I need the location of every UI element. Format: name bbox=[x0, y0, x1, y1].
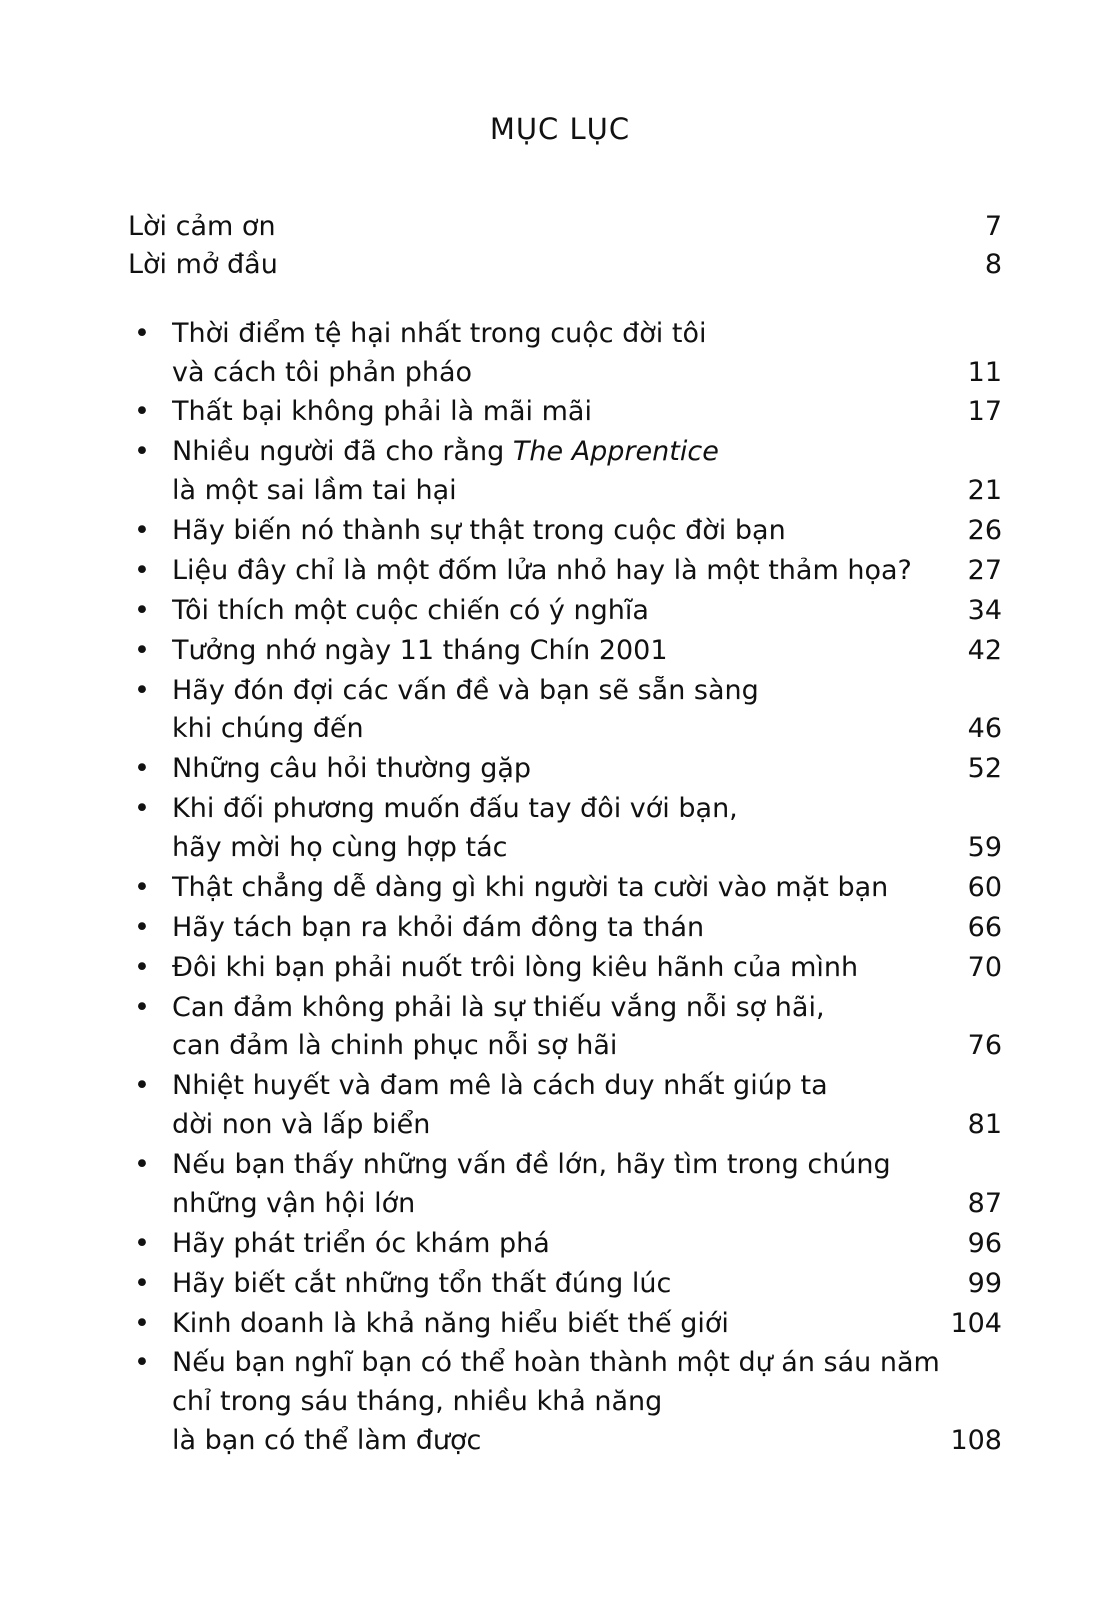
bullet-icon: • bbox=[134, 1070, 150, 1102]
toc-entry-text bbox=[172, 393, 1002, 432]
page-title: MỤC LỤC bbox=[489, 112, 631, 146]
front-matter-label: Lời mở đầu bbox=[128, 249, 278, 281]
toc-entry[interactable] bbox=[128, 1305, 1002, 1344]
toc-entry[interactable] bbox=[128, 632, 1002, 671]
toc-entry-line bbox=[172, 592, 1002, 631]
list-item[interactable] bbox=[128, 208, 1002, 246]
bullet-icon: • bbox=[134, 1307, 150, 1339]
toc-entry-line bbox=[172, 1067, 1002, 1106]
toc-body bbox=[0, 208, 1120, 1461]
toc-entry[interactable] bbox=[128, 433, 1002, 511]
toc-entry[interactable] bbox=[128, 512, 1002, 551]
toc-entry[interactable] bbox=[128, 315, 1002, 393]
toc-entry[interactable] bbox=[128, 989, 1002, 1067]
toc-entry-text bbox=[172, 552, 1002, 591]
page-number: 11 bbox=[967, 356, 1002, 388]
bullet-icon: • bbox=[134, 793, 150, 825]
toc-entry-text bbox=[172, 1344, 1002, 1461]
toc-entry-line bbox=[172, 672, 1002, 711]
front-matter-label: Lời cảm ơn bbox=[128, 211, 276, 242]
toc-entry-line bbox=[172, 1185, 1002, 1224]
page-number: 96 bbox=[967, 1227, 1002, 1259]
toc-entry-line bbox=[172, 393, 1002, 432]
toc-entry-line-text: chỉ trong sáu tháng, nhiều khả năng bbox=[172, 1386, 663, 1418]
toc-entry-text bbox=[172, 632, 1002, 671]
italic-title: The Apprentice bbox=[512, 436, 719, 468]
toc-entry-line-text: Thật chẳng dễ dàng gì khi người ta cười vào mặt bạn bbox=[172, 871, 889, 903]
page-number: 59 bbox=[967, 832, 1002, 864]
toc-entry-line bbox=[172, 315, 1002, 354]
toc-entry[interactable] bbox=[128, 909, 1002, 948]
bullet-icon: • bbox=[134, 1227, 150, 1259]
bullet-icon: • bbox=[134, 396, 150, 428]
page-number: 108 bbox=[950, 1425, 1002, 1457]
bullet-icon: • bbox=[134, 594, 150, 626]
toc-entry-text bbox=[172, 1305, 1002, 1344]
toc-entry-line bbox=[172, 909, 1002, 948]
toc-entry-line bbox=[172, 1422, 1002, 1461]
toc-entry-line bbox=[172, 354, 1002, 393]
toc-page bbox=[0, 112, 1120, 1612]
front-matter-list bbox=[128, 208, 1002, 285]
toc-entry[interactable] bbox=[128, 949, 1002, 988]
toc-entry[interactable] bbox=[128, 393, 1002, 432]
page-number: 27 bbox=[967, 554, 1002, 586]
toc-entry-text bbox=[172, 989, 1002, 1067]
bullet-icon: • bbox=[134, 951, 150, 983]
toc-entry-line-text: Hãy biến nó thành sự thật trong cuộc đời bạn bbox=[172, 515, 786, 547]
page-number: 66 bbox=[967, 911, 1002, 943]
toc-entry-text bbox=[172, 750, 1002, 789]
toc-entry-line-text: Nếu bạn thấy những vấn đề lớn, hãy tìm trong chúng bbox=[172, 1149, 891, 1181]
toc-entry-line-text: dời non và lấp biển bbox=[172, 1109, 431, 1141]
toc-entry-text bbox=[172, 869, 1002, 908]
toc-entry-line bbox=[172, 750, 1002, 789]
toc-entry-line-text: Tôi thích một cuộc chiến có ý nghĩa bbox=[172, 594, 649, 626]
toc-entry-line-text: Thất bại không phải là mãi mãi bbox=[172, 396, 592, 428]
page-number: 81 bbox=[967, 1109, 1002, 1141]
toc-entry-line bbox=[172, 1225, 1002, 1264]
page-number: 17 bbox=[967, 396, 1002, 428]
toc-entry-line bbox=[172, 1344, 1002, 1383]
toc-entry-text bbox=[172, 592, 1002, 631]
toc-entry-line bbox=[172, 790, 1002, 829]
bullet-icon: • bbox=[134, 674, 150, 706]
bullet-icon: • bbox=[134, 1149, 150, 1181]
toc-entry-line-text: Hãy tách bạn ra khỏi đám đông ta thán bbox=[172, 911, 705, 943]
toc-entry[interactable] bbox=[128, 1265, 1002, 1304]
toc-entry-line-text: Hãy biết cắt những tổn thất đúng lúc bbox=[172, 1267, 672, 1299]
toc-entry-line-text: là bạn có thể làm được bbox=[172, 1425, 482, 1457]
page-number: 104 bbox=[950, 1307, 1002, 1339]
toc-entry-line-text: Tưởng nhớ ngày 11 tháng Chín 2001 bbox=[172, 634, 668, 666]
page-number: 52 bbox=[967, 753, 1002, 785]
toc-entry-line bbox=[172, 552, 1002, 591]
toc-entry-line-text: khi chúng đến bbox=[172, 713, 364, 745]
toc-entry-line-text: Can đảm không phải là sự thiếu vắng nỗi sợ hãi, bbox=[172, 991, 825, 1023]
toc-entry-list bbox=[128, 315, 1002, 1461]
toc-entry-text bbox=[172, 790, 1002, 868]
toc-entry[interactable] bbox=[128, 869, 1002, 908]
toc-entry-text bbox=[172, 1225, 1002, 1264]
toc-entry-text bbox=[172, 1265, 1002, 1304]
bullet-icon: • bbox=[134, 871, 150, 903]
page-number: 60 bbox=[967, 871, 1002, 903]
toc-entry-line-text: Nhiều người đã cho rằng The Apprentice bbox=[172, 436, 719, 468]
bullet-icon: • bbox=[134, 436, 150, 468]
page-number: 76 bbox=[967, 1030, 1002, 1062]
bullet-icon: • bbox=[134, 911, 150, 943]
toc-entry-line bbox=[172, 949, 1002, 988]
toc-entry-line-text: Kinh doanh là khả năng hiểu biết thế giới bbox=[172, 1307, 729, 1339]
toc-entry-line bbox=[172, 710, 1002, 749]
toc-entry-line bbox=[172, 512, 1002, 551]
toc-entry-line-text: Hãy đón đợi các vấn đề và bạn sẽ sẵn sàng bbox=[172, 674, 759, 706]
toc-entry-line-text: Những câu hỏi thường gặp bbox=[172, 753, 532, 785]
toc-entry-line-text: Nhiệt huyết và đam mê là cách duy nhất giúp ta bbox=[172, 1070, 828, 1102]
toc-entry[interactable] bbox=[128, 592, 1002, 631]
toc-entry-text bbox=[172, 1067, 1002, 1145]
page-number: 87 bbox=[967, 1187, 1002, 1219]
toc-entry-line-text: Đôi khi bạn phải nuốt trôi lòng kiêu hãnh của mình bbox=[172, 951, 859, 983]
toc-entry-line bbox=[172, 1027, 1002, 1066]
toc-entry-line-text: Nếu bạn nghĩ bạn có thể hoàn thành một dự án sáu năm bbox=[172, 1347, 940, 1379]
toc-entry-text bbox=[172, 909, 1002, 948]
bullet-icon: • bbox=[134, 317, 150, 349]
toc-entry-line bbox=[172, 632, 1002, 671]
page-number: 7 bbox=[984, 211, 1002, 242]
toc-entry-line bbox=[172, 1305, 1002, 1344]
toc-entry-line bbox=[172, 989, 1002, 1028]
page-number: 34 bbox=[967, 594, 1002, 626]
toc-entry[interactable] bbox=[128, 1067, 1002, 1145]
bullet-icon: • bbox=[134, 554, 150, 586]
list-item[interactable] bbox=[128, 246, 1002, 284]
toc-entry-text bbox=[172, 672, 1002, 750]
toc-entry-line bbox=[172, 1383, 1002, 1422]
toc-entry-line-text: là một sai lầm tai hại bbox=[172, 475, 457, 507]
bullet-icon: • bbox=[134, 634, 150, 666]
toc-entry[interactable] bbox=[128, 750, 1002, 789]
page-number: 26 bbox=[967, 515, 1002, 547]
page-number: 21 bbox=[967, 475, 1002, 507]
toc-entry-line-text: hãy mời họ cùng hợp tác bbox=[172, 832, 508, 864]
toc-entry-line-text: Thời điểm tệ hại nhất trong cuộc đời tôi bbox=[172, 317, 707, 349]
page-number: 70 bbox=[967, 951, 1002, 983]
toc-entry-text bbox=[172, 949, 1002, 988]
toc-entry[interactable] bbox=[128, 552, 1002, 591]
bullet-icon: • bbox=[134, 753, 150, 785]
toc-entry-text bbox=[172, 1146, 1002, 1224]
bullet-icon: • bbox=[134, 1267, 150, 1299]
toc-entry-line bbox=[172, 829, 1002, 868]
toc-entry-line-text: Liệu đây chỉ là một đốm lửa nhỏ hay là một thảm họa? bbox=[172, 554, 912, 586]
toc-entry-line-text: Khi đối phương muốn đấu tay đôi với bạn, bbox=[172, 793, 738, 825]
page-number: 8 bbox=[984, 249, 1002, 281]
toc-entry-line-text: can đảm là chinh phục nỗi sợ hãi bbox=[172, 1030, 618, 1062]
toc-entry-line bbox=[172, 1146, 1002, 1185]
toc-entry-line-text: Hãy phát triển óc khám phá bbox=[172, 1227, 550, 1259]
toc-entry-line bbox=[172, 869, 1002, 908]
toc-entry[interactable] bbox=[128, 1146, 1002, 1224]
page-number: 42 bbox=[967, 634, 1002, 666]
bullet-icon: • bbox=[134, 1347, 150, 1379]
toc-entry-text bbox=[172, 512, 1002, 551]
toc-entry-text bbox=[172, 433, 1002, 511]
toc-entry-line-text: và cách tôi phản pháo bbox=[172, 356, 473, 388]
page-number: 99 bbox=[967, 1267, 1002, 1299]
toc-entry[interactable] bbox=[128, 1225, 1002, 1264]
toc-entry[interactable] bbox=[128, 790, 1002, 868]
bullet-icon: • bbox=[134, 991, 150, 1023]
toc-entry-text bbox=[172, 315, 1002, 393]
toc-entry-line bbox=[172, 1265, 1002, 1304]
toc-entry[interactable] bbox=[128, 672, 1002, 750]
page-number: 46 bbox=[967, 713, 1002, 745]
toc-entry-line bbox=[172, 472, 1002, 511]
toc-entry-line-text: những vận hội lớn bbox=[172, 1187, 416, 1219]
toc-entry-line bbox=[172, 433, 1002, 472]
bullet-icon: • bbox=[134, 515, 150, 547]
toc-entry[interactable] bbox=[128, 1344, 1002, 1461]
toc-entry-line bbox=[172, 1106, 1002, 1145]
